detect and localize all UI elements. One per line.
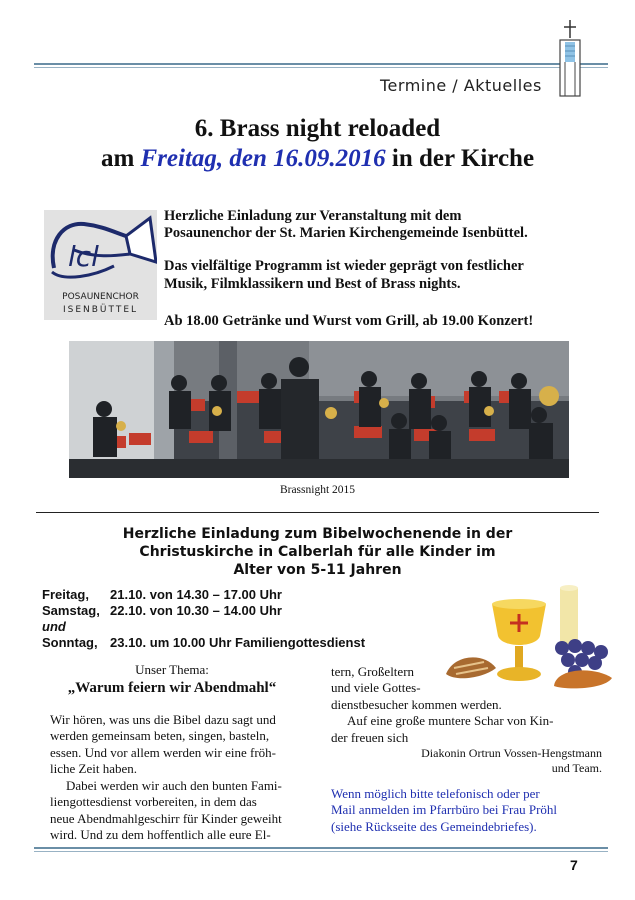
body-line: dienstbesucher kommen werden. <box>331 697 502 712</box>
intro-line: Posaunenchor der St. Marien Kirchengemeinde Isenbüttel. <box>164 225 528 241</box>
body-line: Wir hören, was uns die Bibel dazu sagt und <box>50 712 276 727</box>
title-suffix: in der Kirche <box>385 145 535 172</box>
brass-band-photo <box>69 341 569 478</box>
body-line: neue Abendmahlgeschirr für Kinder geweiht <box>50 811 282 826</box>
signature-name: Diakonin Ortrun Vossen-Hengstmann <box>421 746 602 760</box>
trumpet-logo-icon <box>44 210 157 292</box>
chalice-bread-grapes-illustration <box>444 582 614 690</box>
schedule-day: und <box>42 619 66 634</box>
registration-note-line: Mail anmelden im Pfarrbüro bei Frau Pröhl <box>331 802 558 817</box>
photo-caption: Brassnight 2015 <box>279 484 356 496</box>
header-rule-top <box>34 63 608 65</box>
body-line: der freuen sich <box>331 730 409 745</box>
body-line: liengottesdienst vorbereiten, in dem das <box>50 794 257 809</box>
intro-line: Musik, Filmklassikern und Best of Brass nights. <box>164 276 461 292</box>
schedule-day: Freitag, <box>42 587 89 602</box>
body-line: werden gemeinsam beten, singen, basteln, <box>50 728 270 743</box>
body-line: essen. Und vor allem werden wir eine fröh- <box>50 745 276 760</box>
body-line: tern, Großeltern <box>331 664 415 679</box>
logo-text-line1: POSAUNENCHOR <box>62 292 139 302</box>
header-rule-bottom <box>34 67 608 68</box>
section-label: Termine / Aktuelles <box>380 76 542 95</box>
body-line: wird. Und zu dem hoffentlich alle eure El- <box>50 827 271 842</box>
theme-label: Unser Thema: <box>135 662 209 677</box>
theme-title: „Warum feiern wir Abendmahl“ <box>67 680 277 696</box>
title-date: Freitag, den 16.09.2016 <box>140 145 386 172</box>
schedule-day: Samstag, <box>42 603 100 618</box>
svg-text:lcl: lcl <box>68 240 99 273</box>
intro-line: Das vielfältige Programm ist wieder geprägt von festlicher <box>164 258 524 274</box>
brass-title-line1: 6. Brass night reloaded <box>194 115 441 142</box>
page-number: 7 <box>570 857 578 873</box>
intro-line: Herzliche Einladung zur Veranstaltung mit dem <box>164 208 462 224</box>
body-line: Auf eine große muntere Schar von Kin- <box>347 713 554 728</box>
schedule-time: 23.10. um 10.00 Uhr Familiengottesdienst <box>110 635 366 650</box>
logo-text-line2: ISENBÜTTEL <box>62 305 139 315</box>
signature-team: und Team. <box>551 761 602 775</box>
posaunenchor-logo <box>44 210 157 320</box>
bible-heading-line3: Alter von 5-11 Jahren <box>233 562 402 578</box>
body-line: und viele Gottes- <box>331 680 421 695</box>
footer-rule-top <box>34 847 608 849</box>
schedule-time: 22.10. von 10.30 – 14.00 Uhr <box>110 603 282 618</box>
brass-title-line2 <box>0 145 635 173</box>
bible-heading-line1: Herzliche Einladung zum Bibelwochenende in der <box>122 526 513 542</box>
registration-note-line: Wenn möglich bitte telefonisch oder per <box>331 786 540 801</box>
footer-rule-bottom <box>34 851 608 852</box>
church-tower-icon <box>553 18 587 98</box>
schedule-day: Sonntag, <box>42 635 98 650</box>
title-prefix: am <box>100 145 141 172</box>
intro-line: Ab 18.00 Getränke und Wurst vom Grill, ab 19.00 Konzert! <box>164 313 534 329</box>
body-line: liche Zeit haben. <box>50 761 137 776</box>
section-divider <box>36 512 599 513</box>
bible-heading-line2: Christuskirche in Calberlah für alle Kinder im <box>139 544 496 560</box>
body-line: Dabei werden wir auch den bunten Fami- <box>66 778 282 793</box>
schedule-time: 21.10. von 14.30 – 17.00 Uhr <box>110 587 282 602</box>
registration-note-line: (siehe Rückseite des Gemeindebriefes). <box>331 819 537 834</box>
